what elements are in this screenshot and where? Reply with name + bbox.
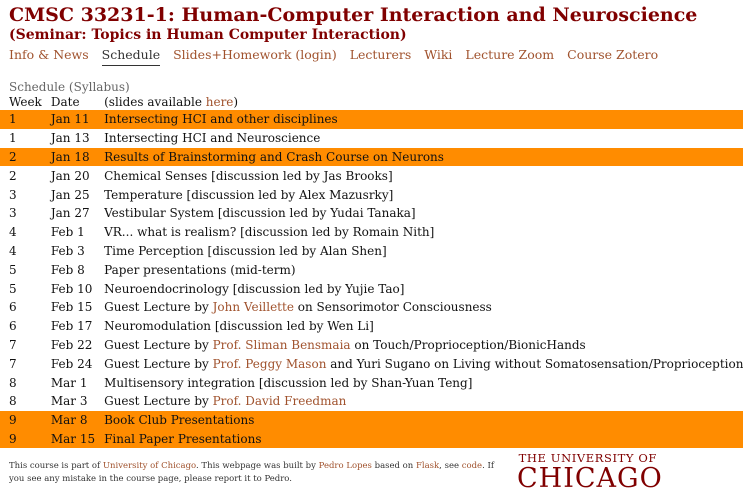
date-cell: Jan 11: [50, 112, 90, 127]
nav-schedule[interactable]: Schedule: [102, 47, 160, 66]
week-cell: 1: [9, 112, 17, 127]
date-cell: Feb 24: [50, 356, 93, 371]
topic-cell: [95, 317, 743, 336]
table-row: [0, 279, 743, 298]
table-row: [0, 430, 743, 449]
date-cell: Feb 22: [50, 337, 93, 352]
week-cell: 9: [9, 413, 17, 428]
topic-cell: [95, 430, 743, 449]
nav-lecture-zoom[interactable]: Lecture Zoom: [465, 47, 555, 62]
topic-text: on Sensorimotor Consciousness: [293, 300, 492, 315]
topic-text: and Yuri Sugano on Living without Somatosensation/Proprioception: [326, 356, 743, 371]
footer-text: . This webpage was built by: [196, 461, 319, 471]
topic-cell: [95, 166, 743, 185]
topic-cell: [95, 298, 743, 317]
main-nav: [9, 47, 667, 66]
topic-cell: [95, 260, 743, 279]
table-row: [0, 223, 743, 242]
week-cell: 3: [9, 206, 17, 221]
week-cell: 9: [9, 431, 17, 446]
date-cell: Feb 3: [50, 243, 85, 258]
week-cell: 6: [9, 319, 17, 334]
date-cell: Mar 15: [50, 431, 96, 446]
table-row: [0, 260, 743, 279]
footer-text: based on: [371, 461, 416, 471]
topic-text: Final Paper Presentations: [104, 431, 262, 446]
footer-text: . If you see any mistake in the course page, please report it to Pedro.: [9, 461, 494, 484]
topic-text: Vestibular System [discussion led by Yudai Tanaka]: [104, 206, 416, 221]
table-row: [0, 336, 743, 355]
topic-cell: [95, 392, 743, 411]
lecturer-link[interactable]: Prof. Peggy Mason: [212, 356, 327, 371]
topic-text: Intersecting HCI and other disciplines: [104, 112, 338, 127]
date-cell: Feb 1: [50, 225, 85, 240]
schedule-body: [0, 110, 743, 448]
week-cell: 2: [9, 168, 17, 183]
footer-text: , see: [439, 461, 462, 471]
table-row: [0, 373, 743, 392]
week-cell: 7: [9, 356, 17, 371]
topic-cell: [95, 223, 743, 242]
table-row: [0, 110, 743, 129]
date-cell: Mar 8: [50, 413, 88, 428]
footer-link[interactable]: code: [461, 461, 483, 471]
lecturer-link[interactable]: Prof. David Freedman: [212, 394, 347, 409]
topic-text: Paper presentations (mid-term): [104, 262, 296, 277]
week-cell: 5: [9, 281, 17, 296]
table-row: [0, 392, 743, 411]
date-cell: Jan 18: [50, 149, 90, 164]
table-row: [0, 242, 743, 261]
week-cell: 3: [9, 187, 17, 202]
week-cell: 1: [9, 131, 17, 146]
week-cell: 4: [9, 243, 17, 258]
topic-text: Temperature [discussion led by Alex Mazusrky]: [104, 187, 394, 202]
page-subtitle: (Seminar: Topics in Human Computer Interaction): [9, 27, 407, 43]
topic-text: Neuromodulation [discussion led by Wen Li]: [104, 319, 374, 334]
page-title: CMSC 33231-1: Human-Computer Interaction and Neuroscience: [9, 4, 698, 26]
header-date: Date: [50, 94, 80, 109]
topic-text: Results of Brainstorming and Crash Course on Neurons: [104, 149, 444, 164]
logo-top-text: THE UNIVERSITY OF: [518, 451, 657, 465]
topic-cell: [95, 204, 743, 223]
section-title: Schedule (Syllabus): [9, 80, 130, 94]
table-row: [0, 204, 743, 223]
week-cell: 7: [9, 337, 17, 352]
footer-text: This course is part of: [9, 461, 103, 471]
date-cell: Mar 1: [50, 375, 88, 390]
topic-text: Guest Lecture by: [104, 300, 213, 315]
date-cell: Mar 3: [50, 394, 88, 409]
slides-here-link[interactable]: here: [205, 94, 234, 109]
lecturer-link[interactable]: Prof. Sliman Bensmaia: [212, 337, 351, 352]
topic-cell: [95, 336, 743, 355]
week-cell: 2: [9, 149, 17, 164]
table-row: [0, 148, 743, 167]
table-row: [0, 354, 743, 373]
header-topic: [95, 93, 743, 110]
table-row: [0, 129, 743, 148]
topic-text: VR... what is realism? [discussion led by Romain Nith]: [104, 225, 435, 240]
nav-course-zotero[interactable]: Course Zotero: [567, 47, 659, 62]
topic-cell: [95, 185, 743, 204]
header-week: Week: [9, 94, 42, 109]
topic-text: Guest Lecture by: [104, 394, 213, 409]
week-cell: 8: [9, 375, 17, 390]
topic-text: Neuroendocrinology [discussion led by Yujie Tao]: [104, 281, 405, 296]
table-row: [0, 411, 743, 430]
nav-lecturers[interactable]: Lecturers: [349, 47, 412, 62]
footer-link[interactable]: Pedro Lopes: [318, 461, 372, 471]
table-header-row: [0, 93, 743, 110]
date-cell: Feb 15: [50, 300, 93, 315]
topic-cell: [95, 129, 743, 148]
nav-slides-homework[interactable]: Slides+Homework (login): [173, 47, 337, 62]
topic-cell: [95, 242, 743, 261]
topic-cell: [95, 354, 743, 373]
topic-cell: [95, 148, 743, 167]
topic-cell: [95, 110, 743, 129]
table-row: [0, 166, 743, 185]
date-cell: Feb 17: [50, 319, 93, 334]
university-logo[interactable]: [517, 451, 663, 494]
topic-cell: [95, 279, 743, 298]
topic-text: Intersecting HCI and Neuroscience: [104, 131, 321, 146]
date-cell: Jan 27: [50, 206, 90, 221]
date-cell: Feb 8: [50, 262, 85, 277]
date-cell: Feb 10: [50, 281, 93, 296]
table-row: [0, 317, 743, 336]
date-cell: Jan 20: [50, 168, 90, 183]
topic-cell: [95, 373, 743, 392]
topic-cell: [95, 411, 743, 430]
table-row: [0, 298, 743, 317]
topic-text: Book Club Presentations: [104, 413, 255, 428]
header-topic-prefix: (slides available: [104, 94, 206, 109]
topic-text: Time Perception [discussion led by Alan Shen]: [104, 243, 387, 258]
schedule-table: [0, 93, 743, 448]
date-cell: Jan 13: [50, 131, 90, 146]
date-cell: Jan 25: [50, 187, 90, 202]
topic-text: on Touch/Proprioception/BionicHands: [350, 337, 586, 352]
footer-link[interactable]: Flask: [415, 461, 440, 471]
nav-info-news[interactable]: Info & News: [9, 47, 89, 62]
week-cell: 5: [9, 262, 17, 277]
topic-text: Chemical Senses [discussion led by Jas Brooks]: [104, 168, 393, 183]
week-cell: 6: [9, 300, 17, 315]
topic-text: Guest Lecture by: [104, 356, 213, 371]
lecturer-link[interactable]: John Veillette: [212, 300, 294, 315]
footer-note: [9, 460, 509, 486]
week-cell: 4: [9, 225, 17, 240]
week-cell: 8: [9, 394, 17, 409]
topic-text: Guest Lecture by: [104, 337, 213, 352]
header-topic-suffix: ): [233, 94, 239, 109]
logo-main-text: CHICAGO: [517, 463, 663, 494]
table-row: [0, 185, 743, 204]
footer-link[interactable]: University of Chicago: [102, 461, 197, 471]
nav-wiki[interactable]: Wiki: [424, 47, 453, 62]
topic-text: Multisensory integration [discussion led by Shan-Yuan Teng]: [104, 375, 473, 390]
